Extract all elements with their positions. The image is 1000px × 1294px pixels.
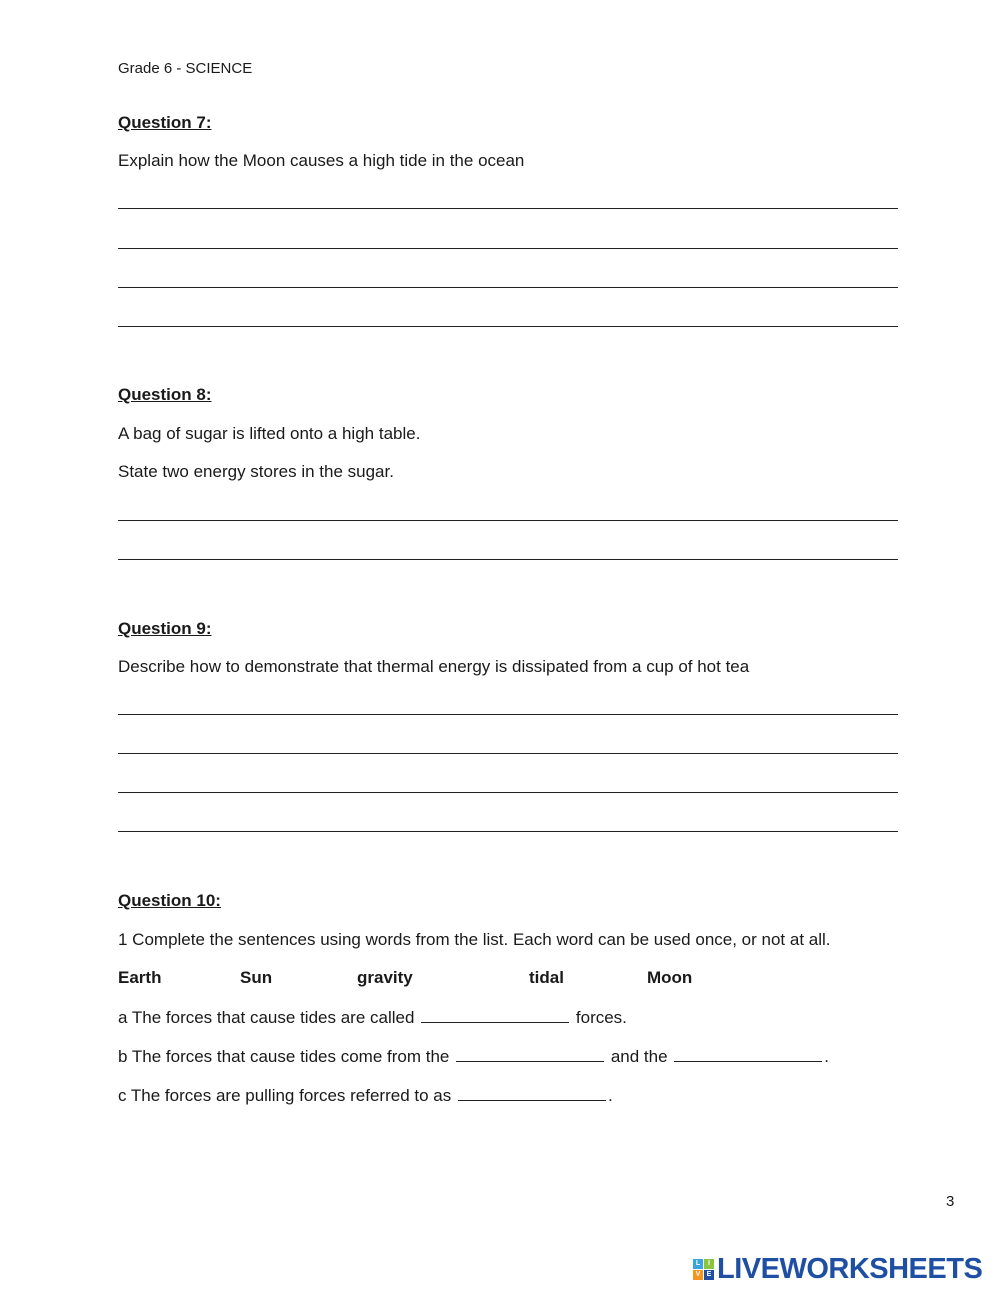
question-10-title: Question 10: — [118, 891, 221, 910]
logo-letter: I — [704, 1259, 714, 1269]
question-8-title: Question 8: — [118, 385, 212, 404]
answer-line[interactable] — [118, 287, 898, 288]
word-bank-item: Earth — [118, 968, 162, 987]
sentence-c-end: . — [607, 1086, 613, 1105]
word-bank-item: Moon — [647, 968, 693, 987]
answer-line[interactable] — [118, 326, 898, 327]
answer-line[interactable] — [118, 208, 898, 209]
blank-field[interactable] — [456, 1047, 604, 1062]
sentence-b-start: b The forces that cause tides come from the — [118, 1047, 450, 1066]
sentence-a-start: a The forces that cause tides are called — [118, 1008, 415, 1027]
question-7-prompt: Explain how the Moon causes a high tide in the ocean — [118, 151, 525, 170]
sentence-a-end: forces. — [575, 1008, 627, 1027]
question-10-instruction: 1 Complete the sentences using words from the list. Each word can be used once, or not at all. — [118, 930, 831, 949]
answer-line[interactable] — [118, 520, 898, 521]
word-bank-item: gravity — [357, 968, 413, 987]
question-9-prompt: Describe how to demonstrate that thermal energy is dissipated from a cup of hot tea — [118, 657, 750, 676]
logo-icon — [693, 1259, 714, 1280]
page-number: 3 — [946, 1193, 955, 1210]
logo-letter: E — [704, 1270, 714, 1280]
blank-field[interactable] — [674, 1047, 822, 1062]
answer-line[interactable] — [118, 714, 898, 715]
word-bank-item: Sun — [240, 968, 273, 987]
sentence-c-start: c The forces are pulling forces referred to as — [118, 1086, 452, 1105]
logo-letter: L — [693, 1259, 703, 1269]
answer-line[interactable] — [118, 831, 898, 832]
question-7-title: Question 7: — [118, 113, 212, 132]
sentence-b-mid: and the — [610, 1047, 668, 1066]
blank-field[interactable] — [421, 1008, 569, 1023]
blank-field[interactable] — [458, 1086, 606, 1101]
page-header: Grade 6 - SCIENCE — [118, 60, 253, 77]
liveworksheets-logo — [693, 1253, 982, 1286]
answer-line[interactable] — [118, 559, 898, 560]
question-8-text-2: State two energy stores in the sugar. — [118, 462, 394, 481]
sentence-a — [118, 1008, 627, 1028]
sentence-b — [118, 1047, 829, 1067]
sentence-b-end: . — [824, 1047, 830, 1066]
logo-letter: V — [693, 1270, 703, 1280]
logo-text: LIVEWORKSHEETS — [717, 1253, 983, 1285]
answer-line[interactable] — [118, 792, 898, 793]
answer-line[interactable] — [118, 753, 898, 754]
answer-line[interactable] — [118, 248, 898, 249]
word-bank-item: tidal — [529, 968, 564, 987]
question-8-text-1: A bag of sugar is lifted onto a high table. — [118, 424, 421, 443]
sentence-c — [118, 1086, 613, 1106]
question-9-title: Question 9: — [118, 619, 212, 638]
